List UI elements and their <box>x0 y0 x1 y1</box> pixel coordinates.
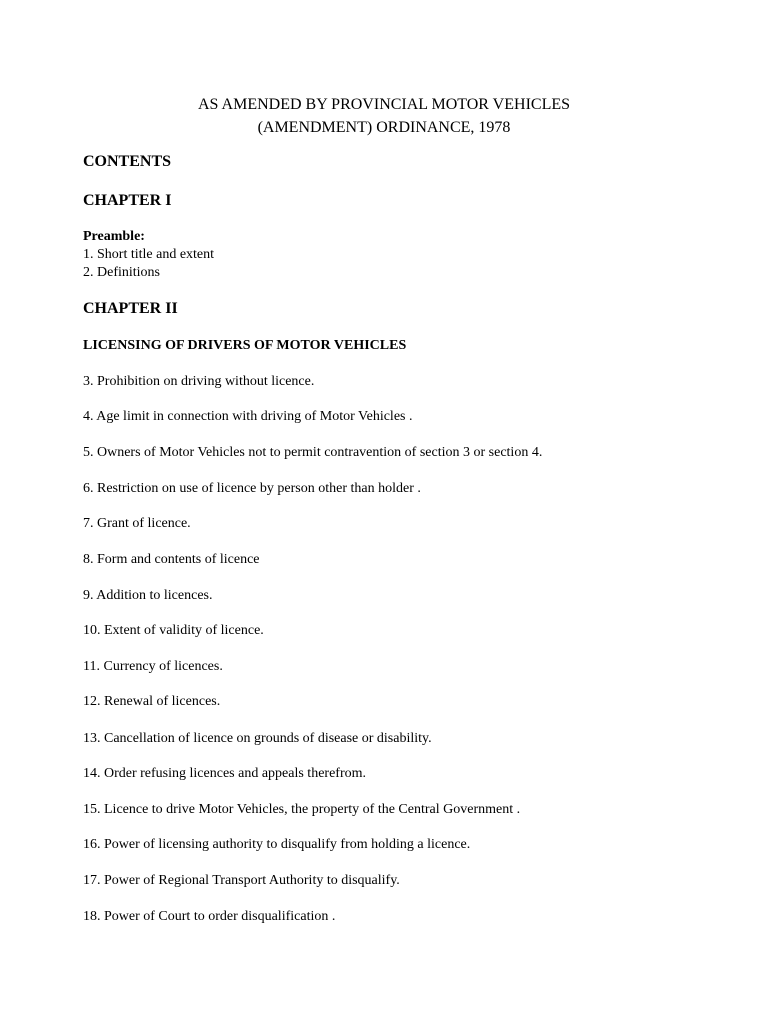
title-line-2: (AMENDMENT) ORDINANCE, 1978 <box>257 119 511 136</box>
toc-item: 3. Prohibition on driving without licence. <box>83 374 315 389</box>
toc-item: 7. Grant of licence. <box>83 516 191 531</box>
toc-item: 2. Definitions <box>83 265 160 280</box>
toc-item: 12. Renewal of licences. <box>83 694 221 709</box>
toc-item: 6. Restriction on use of licence by person other than holder . <box>83 481 421 496</box>
toc-item: 13. Cancellation of licence on grounds of disease or disability. <box>83 731 432 746</box>
toc-item: 16. Power of licensing authority to disqualify from holding a licence. <box>83 837 471 852</box>
contents-heading: CONTENTS <box>83 153 172 170</box>
toc-item: 10. Extent of validity of licence. <box>83 623 264 638</box>
title-line-1: AS AMENDED BY PROVINCIAL MOTOR VEHICLES <box>197 96 571 113</box>
toc-item: 9. Addition to licences. <box>83 588 213 603</box>
toc-item: 8. Form and contents of licence <box>83 552 260 567</box>
toc-item: 1. Short title and extent <box>83 247 215 262</box>
preamble-label: Preamble: <box>83 229 145 244</box>
chapter-1-heading: CHAPTER I <box>83 192 172 209</box>
toc-item: 11. Currency of licences. <box>83 659 223 674</box>
toc-item: 18. Power of Court to order disqualification . <box>83 909 336 924</box>
toc-item: 15. Licence to drive Motor Vehicles, the property of the Central Government . <box>83 802 521 817</box>
toc-item: 4. Age limit in connection with driving of Motor Vehicles . <box>83 409 413 424</box>
chapter-2-heading: CHAPTER II <box>83 300 178 317</box>
document-title <box>0 93 768 139</box>
toc-item: 14. Order refusing licences and appeals therefrom. <box>83 766 366 781</box>
toc-item: 17. Power of Regional Transport Authority to disqualify. <box>83 873 400 888</box>
chapter-2-subheading: LICENSING OF DRIVERS OF MOTOR VEHICLES <box>83 338 407 353</box>
toc-item: 5. Owners of Motor Vehicles not to permit contravention of section 3 or section 4. <box>83 445 543 460</box>
